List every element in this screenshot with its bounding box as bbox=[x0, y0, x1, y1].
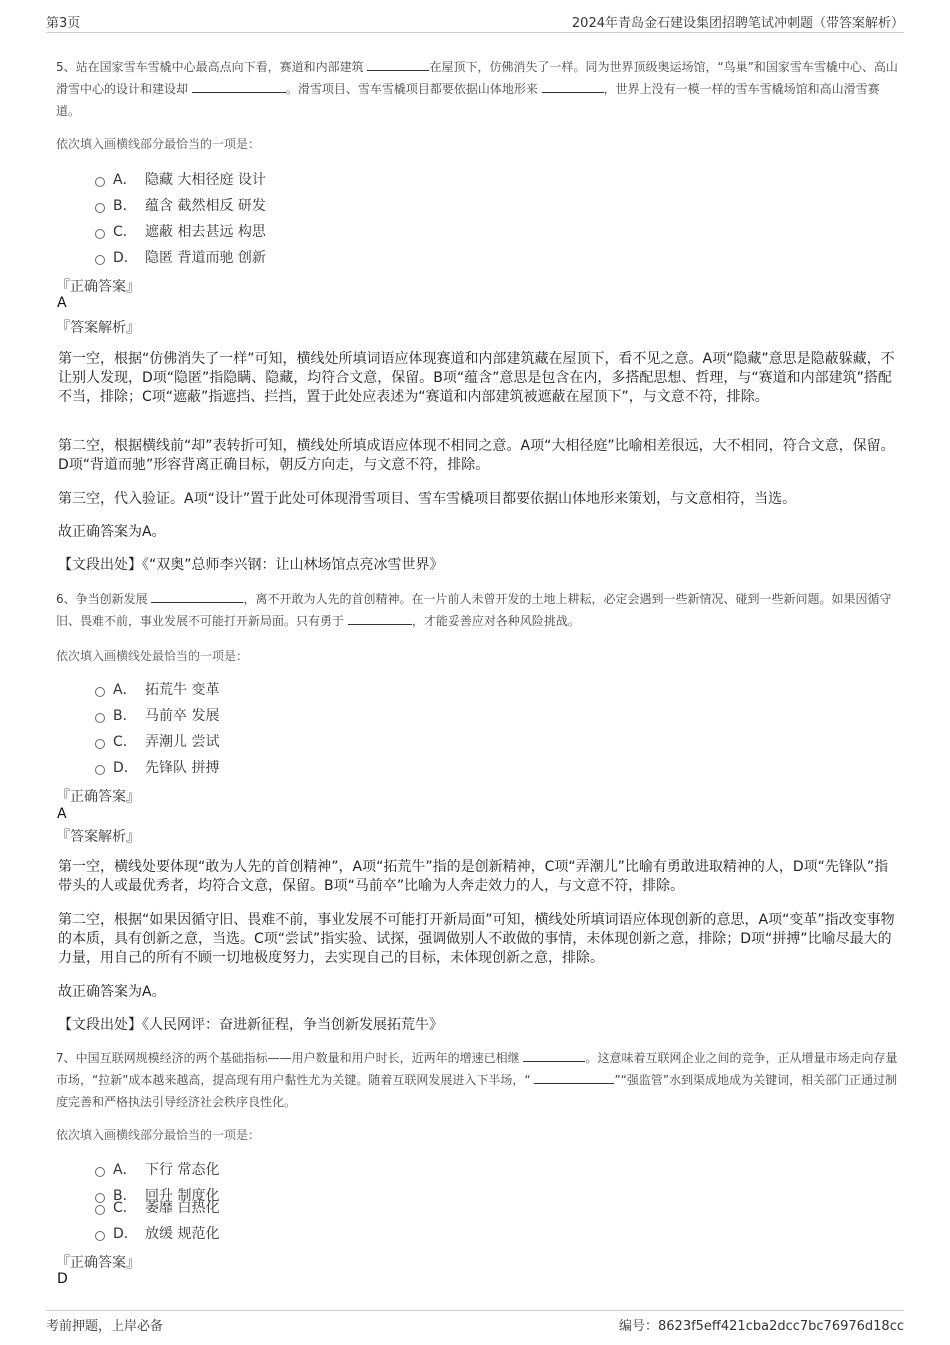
document-title: 2024年青岛金石建设集团招聘笔试冲刺题（带答案解析） bbox=[571, 16, 904, 31]
radio-button[interactable] bbox=[95, 713, 105, 723]
blank bbox=[348, 610, 412, 625]
radio-button[interactable] bbox=[95, 177, 105, 187]
radio-button[interactable] bbox=[95, 203, 105, 213]
blank bbox=[192, 78, 286, 93]
analysis-paragraph: 第一空，根据“仿佛消失了一样”可知，横线处所填词语应体现赛道和内部建筑藏在屋顶下，看不见之意。A项“隐藏”意思是隐蔽躲藏，不让别人发现，D项“隐匿”指隐瞒、隐藏，均符合文意，保留。B项“蕴含”意思是包含在内，多搭配思想、哲理，与“赛道和内部建筑”搭配不当，排除；C项“遮蔽”指遮挡、拦挡，置于此处应表述为“赛道和内部建筑被遮蔽在屋顶下”，与文意不符，排除。 bbox=[58, 351, 895, 405]
question-6-option-d[interactable]: D． 先锋队 拼搏 bbox=[95, 758, 219, 778]
question-7-text: 7、中国互联网规模经济的两个基础指标——用户数量和用户时长，近两年的增速已相继 。这意味着互联网企业之间的竞争，正从增量市场走向存量市场，“拉新”成本越来越高，提高现有用户黏性尤为关键。随着互联网发展进入下半场，“ ”“强监管”水到渠成地成为关键词，相关部门正通过制度完善和严格执法引导经济社会秩序良性化。 bbox=[56, 1047, 898, 1113]
analysis-paragraph: 第二空，根据“如果因循守旧、畏难不前，事业发展不可能打开新局面”可知，横线处所填词语应体现创新的意思，A项“变革”指改变事物的本质，具有创新之意，当选。C项“尝试”指实验、试探，强调做别人不敢做的事情，未体现创新之意，排除；D项“拼搏”比喻尽最大的力量，用自己的所有不顾一切地极度努力，去实现自己的目标，未体现创新之意，排除。 bbox=[58, 912, 895, 966]
analysis-paragraph: 第一空，横线处要体现“敢为人先的首创精神”，A项“拓荒牛”指的是创新精神，C项“弄潮儿”比喻有勇敢进取精神的人，D项“先锋队”指带头的人或最优秀者，均符合文意，保留。B项“马前卒”比喻为人奔走效力的人，与文意不符，排除。 bbox=[58, 859, 889, 894]
blank bbox=[534, 1069, 614, 1084]
question-7-option-c[interactable]: C． 萎靡 白热化 bbox=[95, 1198, 219, 1218]
radio-button[interactable] bbox=[95, 1205, 105, 1215]
analysis-paragraph: 第二空，根据横线前“却”表转折可知，横线处所填成语应体现不相同之意。A项“大相径庭”比喻相差很远，大不相同，符合文意，保留。D项“背道而驰”形容背离正确目标，朝反方向走，与文意不符，排除。 bbox=[58, 438, 895, 473]
footer-motto: 考前押题，上岸必备 bbox=[46, 1319, 164, 1334]
correct-answer-value: D bbox=[57, 1271, 68, 1287]
correct-answer-value: A bbox=[57, 295, 67, 311]
correct-answer-label: 『正确答案』 bbox=[56, 1255, 140, 1271]
analysis-conclusion: 故正确答案为A。 bbox=[58, 984, 166, 1000]
question-6-text: 6、争当创新发展 ，离不开敢为人先的首创精神。在一片前人未曾开发的土地上耕耘，必定会遇到一些新情况、碰到一些新问题。如果因循守旧、畏难不前，事业发展不可能打开新局面。只有勇于 ，才能妥善应对各种风险挑战。 bbox=[56, 588, 898, 632]
question-5-option-c[interactable]: C． 遮蔽 相去甚远 构思 bbox=[95, 222, 266, 242]
question-5-option-b[interactable]: B． 蕴含 截然相反 研发 bbox=[95, 196, 266, 216]
radio-button[interactable] bbox=[95, 765, 105, 775]
question-5-text: 5、站在国家雪车雪橇中心最高点向下看，赛道和内部建筑 在屋顶下，仿佛消失了一样。同为世界顶级奥运场馆，“鸟巢”和国家雪车雪橇中心、高山滑雪中心的设计和建设却 。滑雪项目、雪车雪橇项目都要依据山体地形来 ，世界上没有一模一样的雪车雪橇场馆和高山滑雪赛道。 bbox=[56, 56, 898, 122]
analysis-conclusion: 故正确答案为A。 bbox=[58, 524, 166, 540]
question-6-option-c[interactable]: C． 弄潮儿 尝试 bbox=[95, 732, 219, 752]
correct-answer-value: A bbox=[57, 806, 67, 822]
document-id: 编号：8623f5eff421cba2dcc7bc76976d18cc bbox=[619, 1319, 904, 1334]
blank bbox=[151, 588, 243, 603]
question-7-option-d[interactable]: D． 放缓 规范化 bbox=[95, 1224, 219, 1244]
analysis-label: 『答案解析』 bbox=[56, 320, 140, 336]
question-6-option-b[interactable]: B． 马前卒 发展 bbox=[95, 706, 219, 726]
page-header bbox=[46, 10, 904, 33]
question-5-instruction: 依次填入画横线部分最恰当的一项是： bbox=[56, 137, 261, 151]
correct-answer-label: 『正确答案』 bbox=[56, 279, 140, 295]
blank bbox=[542, 78, 604, 93]
radio-button[interactable] bbox=[95, 687, 105, 697]
question-7-instruction: 依次填入画横线部分最恰当的一项是： bbox=[56, 1128, 261, 1142]
question-7-option-b[interactable]: B． 回升 制度化 bbox=[95, 1186, 219, 1206]
blank bbox=[523, 1047, 585, 1062]
source-citation: 【文段出处】《人民网评：奋进新征程，争当创新发展拓荒牛》 bbox=[58, 1017, 443, 1033]
radio-button[interactable] bbox=[95, 255, 105, 265]
question-5-option-a[interactable]: A． 隐藏 大相径庭 设计 bbox=[95, 170, 266, 190]
radio-button[interactable] bbox=[95, 229, 105, 239]
question-6-instruction: 依次填入画横线处最恰当的一项是： bbox=[56, 649, 249, 663]
page-number: 第3页 bbox=[46, 16, 81, 31]
source-citation: 【文段出处】《“双奥”总师李兴钢：让山林场馆点亮冰雪世界》 bbox=[58, 557, 444, 573]
blank bbox=[367, 56, 429, 71]
question-5-option-d[interactable]: D． 隐匿 背道而驰 创新 bbox=[95, 248, 266, 268]
question-7-option-a[interactable]: A． 下行 常态化 bbox=[95, 1160, 219, 1180]
analysis-label: 『答案解析』 bbox=[56, 829, 140, 845]
page-footer bbox=[46, 1310, 904, 1335]
analysis-paragraph: 第三空，代入验证。A项“设计”置于此处可体现滑雪项目、雪车雪橇项目都要依据山体地形来策划，与文意相符，当选。 bbox=[58, 491, 797, 507]
correct-answer-label: 『正确答案』 bbox=[56, 789, 140, 805]
question-6-option-a[interactable]: A． 拓荒牛 变革 bbox=[95, 680, 219, 700]
radio-button[interactable] bbox=[95, 1231, 105, 1241]
radio-button[interactable] bbox=[95, 739, 105, 749]
radio-button[interactable] bbox=[95, 1167, 105, 1177]
